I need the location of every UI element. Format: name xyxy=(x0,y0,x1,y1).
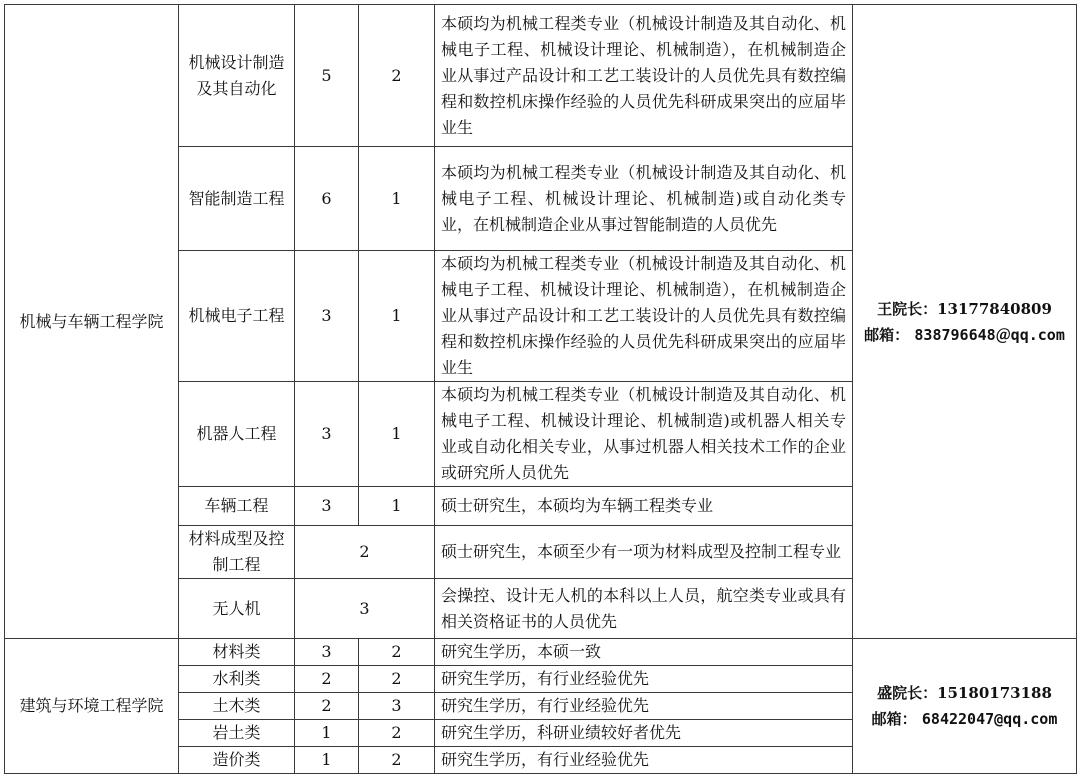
contact-email-label: 邮箱： xyxy=(871,710,917,728)
major-cell: 机械电子工程 xyxy=(179,251,295,382)
table-row xyxy=(5,639,1077,666)
requirement-cell: 本硕均为机械工程类专业（机械设计制造及其自动化、机械电子工程、机械设计理论、机械制造)或机器人相关专业或自动化相关专业，从事过机器人相关技术工作的企业或研究所人员优先 xyxy=(435,382,853,487)
count-b-cell: 2 xyxy=(359,666,435,693)
count-a-cell: 5 xyxy=(295,5,359,147)
contact-name-phone: 王院长：13177840809 xyxy=(877,299,1052,318)
requirement-cell: 会操控、设计无人机的本科以上人员，航空类专业或具有相关资格证书的人员优先 xyxy=(435,579,853,639)
count-b-cell: 2 xyxy=(359,639,435,666)
major-cell: 水利类 xyxy=(179,666,295,693)
requirement-cell: 研究生学历，科研业绩较好者优先 xyxy=(435,720,853,747)
requirement-cell: 本硕均为机械工程类专业（机械设计制造及其自动化、机械电子工程、机械设计理论、机械制造），在机械制造企业从事过产品设计和工艺工装设计的人员优先具有数控编程和数控机床操作经验的人员优先科研成果突出的应届毕业生 xyxy=(435,5,853,147)
contact-email: 68422047@qq.com xyxy=(921,710,1058,728)
contact-email-line xyxy=(859,706,1070,732)
major-cell: 材料成型及控制工程 xyxy=(179,526,295,579)
count-b-cell: 2 xyxy=(359,720,435,747)
merged-count-cell: 3 xyxy=(295,579,435,639)
major-cell: 造价类 xyxy=(179,747,295,774)
count-a-cell: 3 xyxy=(295,639,359,666)
contact-email-line xyxy=(859,322,1070,348)
major-cell: 土木类 xyxy=(179,693,295,720)
table-row xyxy=(5,5,1077,147)
contact-name-phone: 盛院长：15180173188 xyxy=(877,684,1052,702)
requirement-cell: 本硕均为机械工程类专业（机械设计制造及其自动化、机械电子工程、机械设计理论、机械制造)或自动化类专业，在机械制造企业从事过智能制造的人员优先 xyxy=(435,147,853,251)
requirement-cell: 硕士研究生，本硕均为车辆工程类专业 xyxy=(435,487,853,526)
count-a-cell: 3 xyxy=(295,382,359,487)
requirement-cell: 本硕均为机械工程类专业（机械设计制造及其自动化、机械电子工程、机械设计理论、机械制造），在机械制造企业从事过产品设计和工艺工装设计的人员优先具有数控编程和数控机床操作经验的人员优先科研成果突出的应届毕业生 xyxy=(435,251,853,382)
count-b-cell: 1 xyxy=(359,147,435,251)
major-cell: 机器人工程 xyxy=(179,382,295,487)
count-a-cell: 6 xyxy=(295,147,359,251)
contact-email-label: 邮箱： xyxy=(864,325,910,344)
count-a-cell: 2 xyxy=(295,666,359,693)
count-b-cell: 3 xyxy=(359,693,435,720)
count-a-cell: 1 xyxy=(295,747,359,774)
contact-email: 838796648＠qq.com xyxy=(914,325,1065,344)
department-contact xyxy=(853,639,1077,774)
count-a-cell: 1 xyxy=(295,720,359,747)
department-name: 机械与车辆工程学院 xyxy=(5,5,179,639)
department-contact xyxy=(853,5,1077,639)
count-a-cell: 3 xyxy=(295,251,359,382)
major-cell: 材料类 xyxy=(179,639,295,666)
requirement-cell: 研究生学历，有行业经验优先 xyxy=(435,693,853,720)
major-cell: 岩土类 xyxy=(179,720,295,747)
department-name: 建筑与环境工程学院 xyxy=(5,639,179,774)
major-cell: 智能制造工程 xyxy=(179,147,295,251)
count-b-cell: 2 xyxy=(359,747,435,774)
count-a-cell: 3 xyxy=(295,487,359,526)
requirement-cell: 研究生学历，本硕一致 xyxy=(435,639,853,666)
major-cell: 机械设计制造及其自动化 xyxy=(179,5,295,147)
count-b-cell: 1 xyxy=(359,487,435,526)
count-b-cell: 1 xyxy=(359,382,435,487)
major-cell: 无人机 xyxy=(179,579,295,639)
count-b-cell: 2 xyxy=(359,5,435,147)
recruitment-table xyxy=(4,4,1077,774)
major-cell: 车辆工程 xyxy=(179,487,295,526)
requirement-cell: 研究生学历，有行业经验优先 xyxy=(435,747,853,774)
merged-count-cell: 2 xyxy=(295,526,435,579)
count-b-cell: 1 xyxy=(359,251,435,382)
requirement-cell: 硕士研究生，本硕至少有一项为材料成型及控制工程专业 xyxy=(435,526,853,579)
count-a-cell: 2 xyxy=(295,693,359,720)
requirement-cell: 研究生学历，有行业经验优先 xyxy=(435,666,853,693)
